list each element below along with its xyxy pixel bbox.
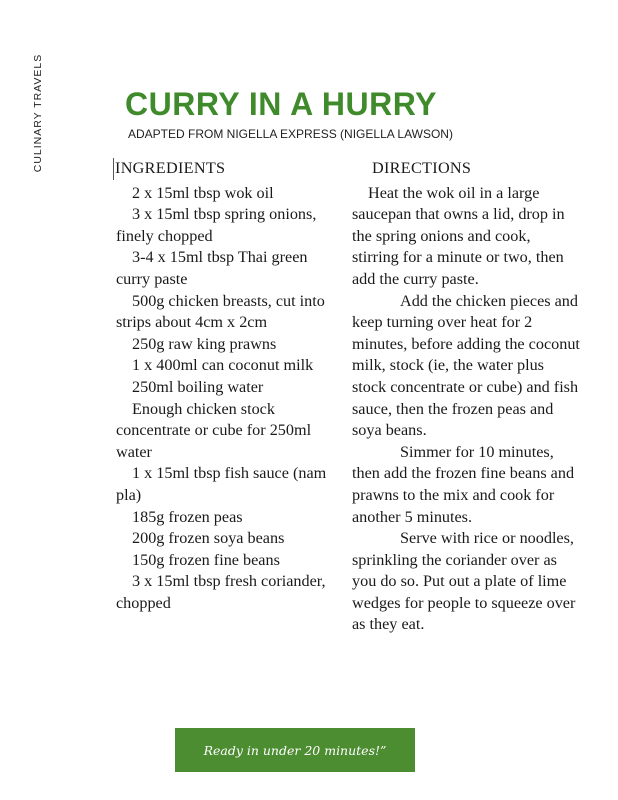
ingredient-item: 1 x 15ml tbsp fish sauce (nam pla) [116, 464, 327, 504]
ingredient-item: 150g frozen fine beans [132, 550, 280, 569]
ingredient-item: 200g frozen soya beans [132, 529, 285, 548]
directions-column [352, 158, 580, 636]
ingredients-heading: INGREDIENTS [113, 158, 341, 180]
ingredient-item: 1 x 400ml can coconut milk [132, 356, 314, 375]
ingredient-item: 250ml boiling water [132, 377, 264, 396]
recipe-subtitle: ADAPTED FROM NIGELLA EXPRESS (NIGELLA LAWSON) [128, 127, 453, 141]
ingredient-item: 3-4 x 15ml tbsp Thai green curry paste [116, 248, 308, 288]
ingredient-item: 3 x 15ml tbsp fresh coriander, chopped [116, 572, 326, 612]
direction-step: Heat the wok oil in a large saucepan that owns a lid, drop in the spring onions and cook, stirring for a minute or two, then add the curry paste. [352, 183, 565, 288]
direction-step: Simmer for 10 minutes, then add the frozen fine beans and prawns to the mix and cook for another 5 minutes. [352, 442, 575, 526]
ingredient-item: 500g chicken breasts, cut into strips about 4cm x 2cm [116, 291, 325, 332]
direction-step: Add the chicken pieces and keep turning over heat for 2 minutes, before adding the coconut milk, stock (ie, the water plus stock concentrate or cube) and fish sauce, then the frozen peas and soya beans. [352, 291, 580, 440]
ingredient-item: 2 x 15ml tbsp wok oil [132, 183, 274, 202]
time-banner [175, 728, 415, 772]
ingredients-column [116, 158, 341, 614]
side-label-text: CULINARY TRAVELS [32, 53, 44, 173]
side-label [28, 38, 48, 188]
direction-step: Serve with rice or noodles, sprinkling the coriander over as you do so. Put out a plate of lime wedges for people to squeeze over as they eat. [352, 529, 576, 634]
recipe-title: CURRY IN A HURRY [125, 86, 438, 122]
ingredient-item: Enough chicken stock concentrate or cube for 250ml water [116, 399, 312, 461]
ingredient-item: 250g raw king prawns [132, 334, 277, 353]
ingredient-item: 3 x 15ml tbsp spring onions, finely chopped [116, 205, 317, 245]
ingredient-item: 185g frozen peas [132, 507, 243, 526]
time-banner-text: Ready in under 20 minutes!” [203, 742, 387, 758]
directions-heading: DIRECTIONS [372, 159, 472, 177]
